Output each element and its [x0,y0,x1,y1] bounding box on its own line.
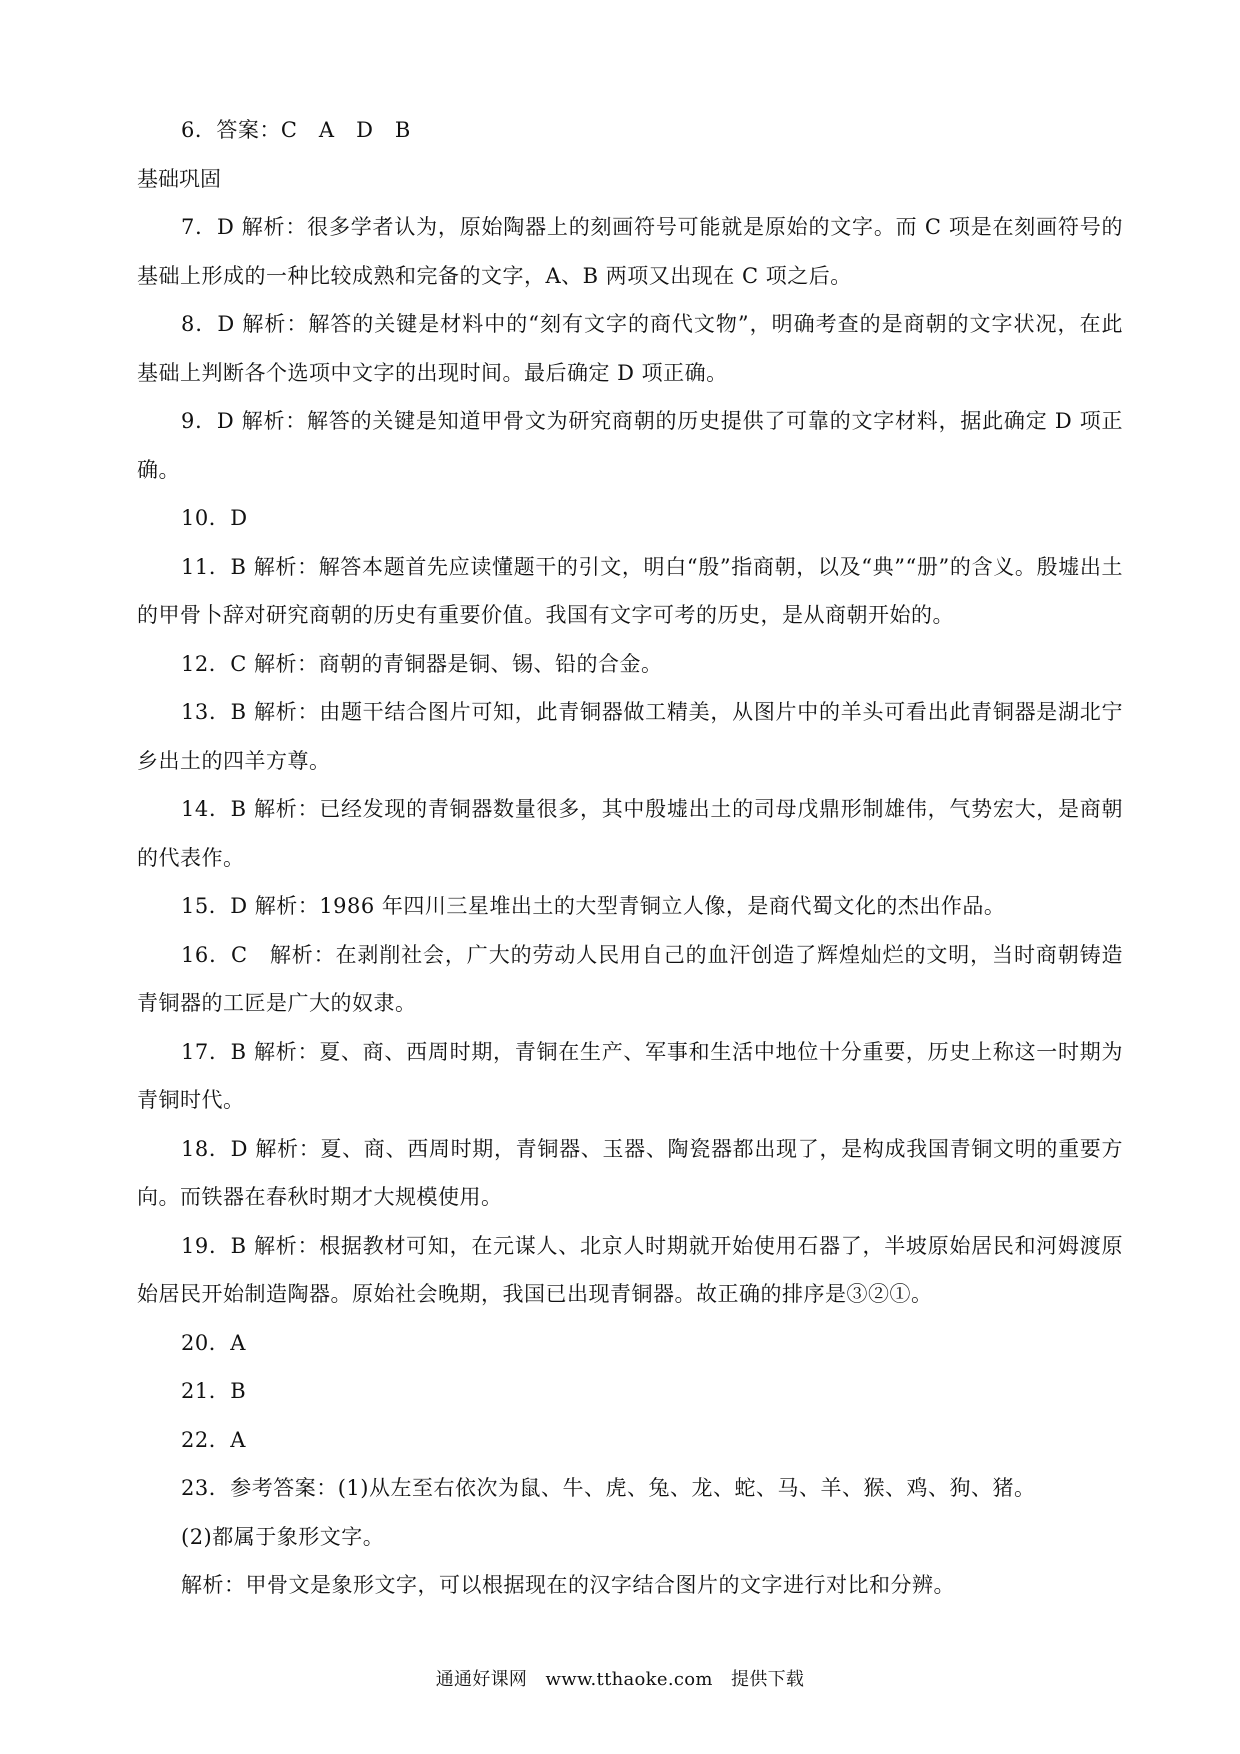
answer-item-11: 11．B 解析：解答本题首先应读懂题干的引文，明白“殷”指商朝，以及“典”“册”的含义。殷墟出土的甲骨卜辞对研究商朝的历史有重要价值。我国有文字可考的历史，是从商朝开始的。 [137,554,1123,627]
answer-item-23: 23．参考答案：(1)从左至右依次为鼠、牛、虎、兔、龙、蛇、马、羊、猴、鸡、狗、猪。 [181,1476,1036,1500]
answer-item-16: 16．C 解析：在剥削社会，广大的劳动人民用自己的血汗创造了辉煌灿烂的文明，当时商朝铸造青铜器的工匠是广大的奴隶。 [137,942,1123,1015]
answer-item-18: 18．D 解析：夏、商、西周时期，青铜器、玉器、陶瓷器都出现了，是构成我国青铜文明的重要方向。而铁器在春秋时期才大规模使用。 [137,1136,1123,1209]
answer-item-8: 8．D 解析：解答的关键是材料中的“刻有文字的商代文物”，明确考查的是商朝的文字状况，在此基础上判断各个选项中文字的出现时间。最后确定 D 项正确。 [137,312,1123,385]
answer-item-20: 20．A [181,1330,246,1355]
section-heading: 基础巩固 [137,166,221,191]
answer-content [137,106,1123,1610]
answer-item-14: 14．B 解析：已经发现的青铜器数量很多，其中殷墟出土的司母戊鼎形制雄伟，气势宏大，是商朝的代表作。 [137,797,1123,870]
answer-item-23-part-2: (2)都属于象形文字。 [181,1524,385,1549]
answer-item-6: 6．答案：C A D B [181,118,411,142]
answer-item-10: 10．D [181,506,248,530]
answer-item-21: 21．B [181,1379,247,1403]
answer-item-9: 9．D 解析：解答的关键是知道甲骨文为研究商朝的历史提供了可靠的文字材料，据此确定 D 项正确。 [137,409,1123,482]
answer-item-22: 22．A [181,1427,246,1452]
page-footer: 通通好课网 www.tthaoke.com 提供下载 [435,1669,805,1690]
answer-item-15: 15．D 解析：1986 年四川三星堆出土的大型青铜立人像，是商代蜀文化的杰出作品。 [181,894,1006,918]
answer-item-23-explanation: 解析：甲骨文是象形文字，可以根据现在的汉字结合图片的文字进行对比和分辨。 [181,1573,955,1597]
answer-item-13: 13．B 解析：由题干结合图片可知，此青铜器做工精美，从图片中的羊头可看出此青铜器是湖北宁乡出土的四羊方尊。 [137,700,1123,773]
answer-item-17: 17．B 解析：夏、商、西周时期，青铜在生产、军事和生活中地位十分重要，历史上称这一时期为青铜时代。 [137,1039,1123,1112]
answer-item-12: 12．C 解析：商朝的青铜器是铜、锡、铅的合金。 [181,651,663,676]
answer-item-7: 7．D 解析：很多学者认为，原始陶器上的刻画符号可能就是原始的文字。而 C 项是在刻画符号的基础上形成的一种比较成熟和完备的文字，A、B 两项又出现在 C 项之后。 [137,215,1123,288]
answer-item-19: 19．B 解析：根据教材可知，在元谋人、北京人时期就开始使用石器了，半坡原始居民和河姆渡原始居民开始制造陶器。原始社会晚期，我国已出现青铜器。故正确的排序是③②①。 [137,1233,1123,1306]
